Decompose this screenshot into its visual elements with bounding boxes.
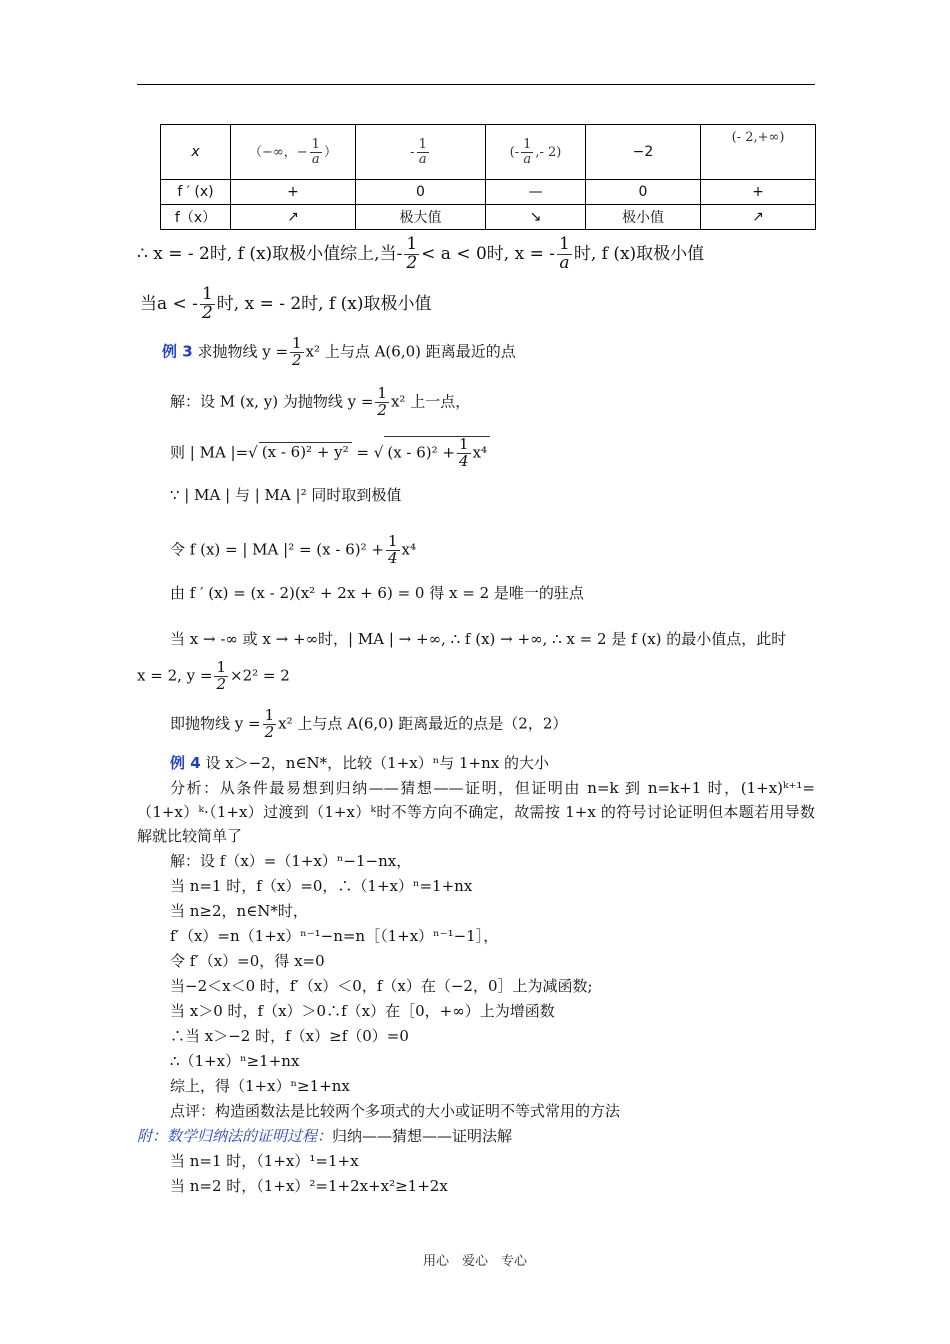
sign-table xyxy=(160,124,816,230)
table-cell: ↗ xyxy=(231,205,356,230)
table-cell: ↘ xyxy=(486,205,586,230)
table-row xyxy=(161,180,816,205)
solution-step: 当 n=1 时，（1+x）¹=1+x xyxy=(170,1152,359,1170)
table-cell: 0 xyxy=(356,180,486,205)
solution-line-4: 令 f (x) = | MA |² = (x - 6)² + $\frac{1}{4}$ x⁴ xyxy=(170,532,417,567)
solution-step: 当 n=2 时，（1+x）²=1+2x+x²≥1+2x xyxy=(170,1177,448,1195)
table-cell: — xyxy=(486,180,586,205)
solution-step: 解：设 f（x）=（1+x）ⁿ−1−nx， xyxy=(170,852,412,870)
solution-line-2: 则 | MA |=√ (x - 6)² + y² = √ (x - 6)² + $\frac{1}{4}$ x⁴ xyxy=(170,436,490,470)
conclusion-line-1: ∴ x = - 2时, f (x)取极小值综上,当- $\frac{1}{2}$ < a < 0时, x = - $\frac{1}{a}$ 时, f (x)取极小值 xyxy=(137,234,705,273)
header-rule xyxy=(137,84,815,85)
solution-line-7: x = 2, y = $\frac{1}{2}$ ×2² = 2 xyxy=(137,658,290,693)
solution-step: 当−2＜x＜0 时，f′（x）＜0，f（x）在（−2，0］上为减函数; xyxy=(170,977,593,995)
table-cell: −2 xyxy=(586,125,701,180)
table-cell: （−∞，− $\frac{1}{a}$ ） xyxy=(231,125,356,180)
solution-step: 令 f′（x）=0，得 x=0 xyxy=(170,952,325,970)
table-cell: 0 xyxy=(586,180,701,205)
table-cell: 极小值 xyxy=(586,205,701,230)
solution-line-3: ∵ | MA | 与 | MA |² 同时取到极值 xyxy=(170,486,402,504)
solution-step: 当 n=1 时，f（x）=0，∴（1+x）ⁿ=1+nx xyxy=(170,877,473,895)
solution-step: f′（x）=n（1+x）ⁿ⁻¹−n=n［（1+x）ⁿ⁻¹−1］， xyxy=(170,927,499,945)
table-cell: 极大值 xyxy=(356,205,486,230)
table-row xyxy=(161,205,816,230)
table-cell: (- $\frac{1}{a}$ ,- 2) xyxy=(486,125,586,180)
solution-line-6: 当 x → -∞ 或 x → +∞时，| MA | → +∞, ∴ f (x) → +∞, ∴ x = 2 是 f (x) 的最小值点，此时 xyxy=(170,630,787,648)
solution-line-1: 解：设 M (x, y) 为抛物线 y = $\frac{1}{2}$ x² 上一点， xyxy=(170,384,471,419)
table-cell: - $\frac{1}{a}$ xyxy=(356,125,486,180)
solution-step: 综上，得（1+x）ⁿ≥1+nx xyxy=(170,1077,350,1095)
solution-step: 当 n≥2，n∈N*时， xyxy=(170,902,308,920)
page-footer: 用心 爱心 专心 xyxy=(422,1254,527,1269)
example-4-heading: 例 4 设 x＞−2，n∈N*，比较（1+x）ⁿ与 1+nx 的大小 xyxy=(170,754,550,772)
solution-step: ∴（1+x）ⁿ≥1+nx xyxy=(170,1052,300,1070)
review-note: 点评：构造函数法是比较两个多项式的大小或证明不等式常用的方法 xyxy=(170,1102,621,1120)
table-cell: + xyxy=(231,180,356,205)
solution-step: 当 x＞0 时，f（x）＞0∴f（x）在［0，+∞）上为增函数 xyxy=(170,1002,555,1020)
table-cell: ↗ xyxy=(701,205,816,230)
table-cell: (- 2,+∞) xyxy=(701,125,816,180)
table-cell: f（x） xyxy=(161,205,231,230)
example-3-heading: 例 3 求抛物线 y = $\frac{1}{2}$ x² 上与点 A(6,0) 距离最近的点 xyxy=(162,334,516,369)
solution-step: ∴当 x＞−2 时，f（x）≥f（0）=0 xyxy=(170,1027,409,1045)
appendix-line: 附：数学归纳法的证明过程：归纳——猜想——证明法解 xyxy=(137,1127,513,1145)
table-cell: + xyxy=(701,180,816,205)
solution-line-5: 由 f ′ (x) = (x - 2)(x² + 2x + 6) = 0 得 x = 2 是唯一的驻点 xyxy=(170,584,584,602)
conclusion-line-2: 当a < - $\frac{1}{2}$ 时, x = - 2时, f (x)取极小值 xyxy=(140,284,432,323)
table-cell: x xyxy=(161,125,231,180)
solution-line-8: 即抛物线 y = $\frac{1}{2}$ x² 上与点 A(6,0) 距离最近的点是（2，2） xyxy=(170,706,568,741)
table-cell: f ′ (x) xyxy=(161,180,231,205)
table-row xyxy=(161,125,816,180)
analysis-paragraph: 分析：从条件最易想到归纳——猜想——证明，但证明由 n=k 到 n=k+1 时，(1+x)ᵏ⁺¹=（1+x）ᵏ·（1+x）过渡到（1+x）ᵏ时不等方向不确定，故需按 1+x 的符号讨论证明但本题若用导数解就比较简单了 xyxy=(137,779,815,845)
